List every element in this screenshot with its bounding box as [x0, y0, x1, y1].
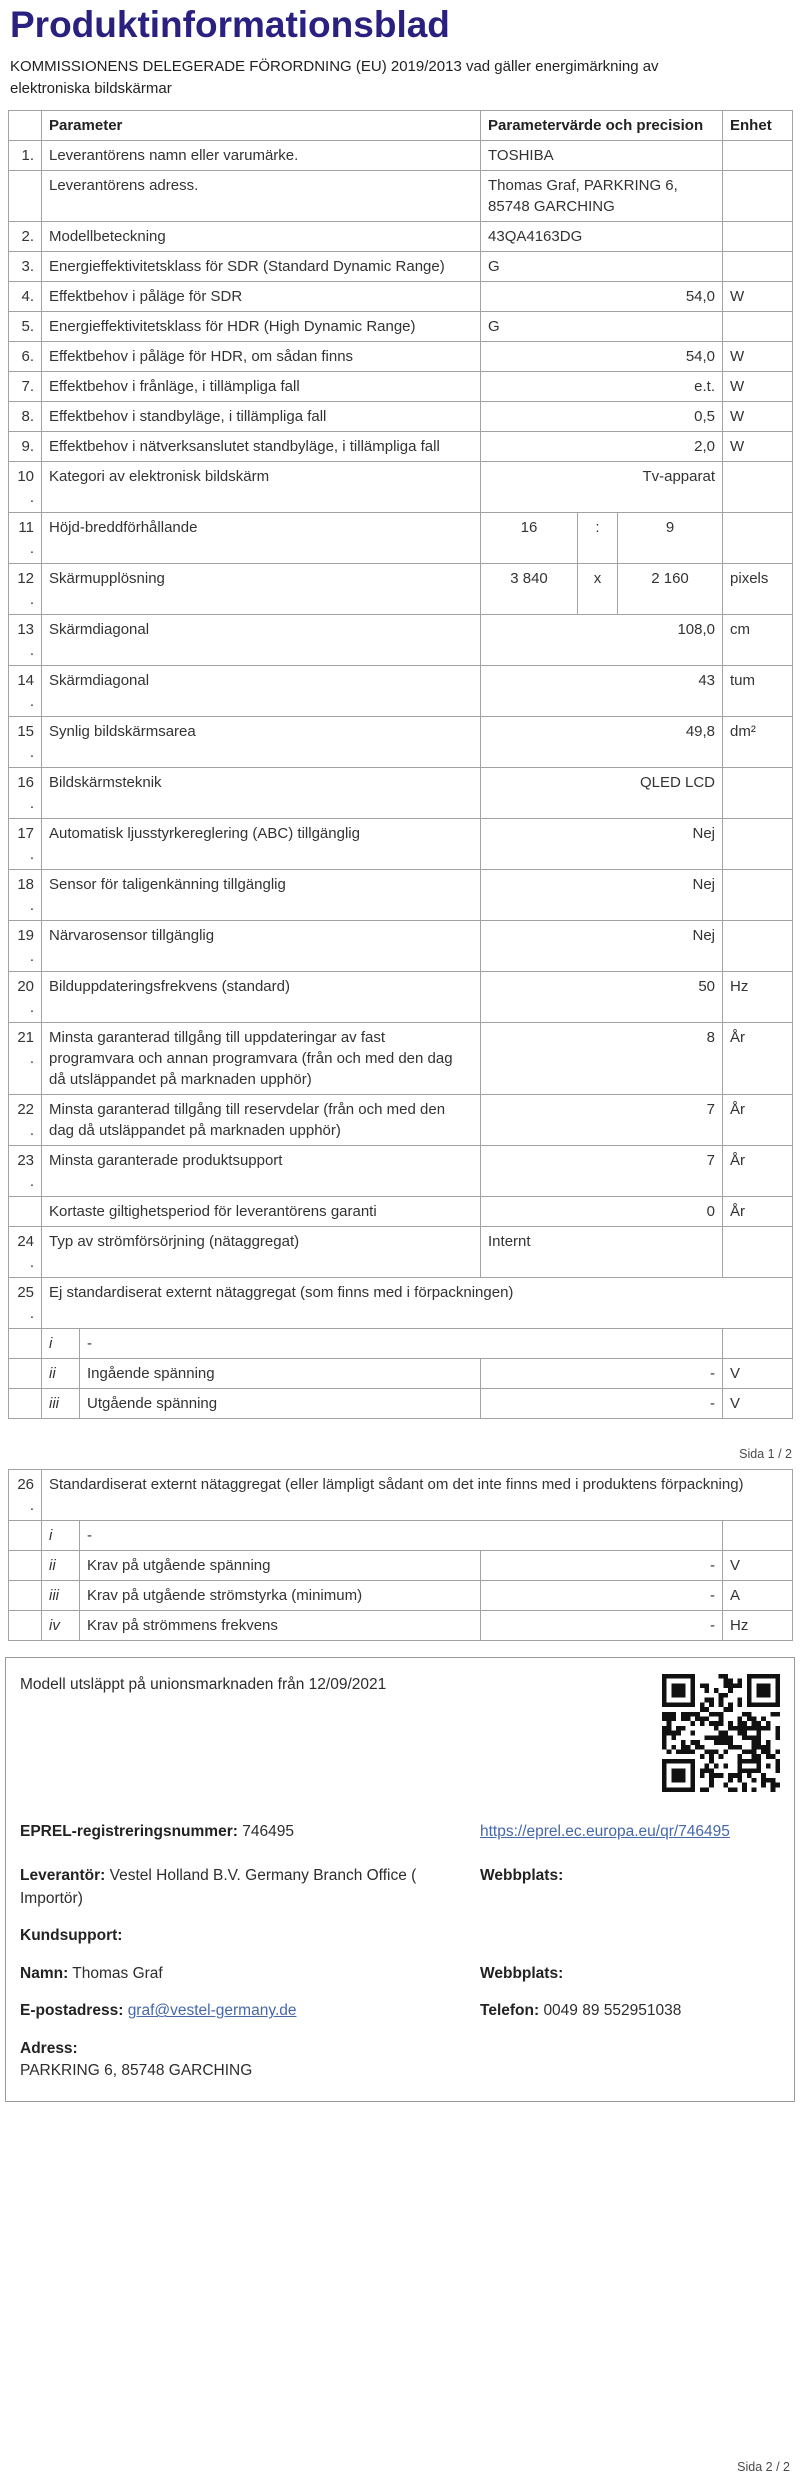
value-cell: 7: [481, 1094, 723, 1145]
roman-numeral-cell: iii: [42, 1580, 80, 1610]
unit-cell: [723, 1520, 793, 1550]
value-cell: 54,0: [481, 341, 723, 371]
parameter-cell: Effektbehov i påläge för HDR, om sådan finns: [42, 341, 481, 371]
parameter-cell: Sensor för taligenkänning tillgänglig: [42, 869, 481, 920]
table-row: [9, 512, 793, 563]
value-cell: Nej: [481, 920, 723, 971]
parameter-cell: Standardiserat externt nätaggregat (eller lämpligt sådant om det inte finns med i produktens förpackning): [42, 1469, 793, 1520]
value-cell: QLED LCD: [481, 767, 723, 818]
unit-cell: A: [723, 1580, 793, 1610]
parameter-cell: Kortaste giltighetsperiod för leverantörens garanti: [42, 1196, 481, 1226]
table-row: [9, 401, 793, 431]
value-cell: 108,0: [481, 614, 723, 665]
row-number-cell: 17.: [9, 818, 42, 869]
unit-cell: W: [723, 341, 793, 371]
value-cell: 50: [481, 971, 723, 1022]
parameter-cell: Ingående spänning: [80, 1358, 481, 1388]
row-number-cell: 10.: [9, 461, 42, 512]
market-entry-text: Modell utsläppt på unionsmarknaden från 12/09/2021: [20, 1675, 387, 1693]
table-row: [9, 140, 793, 170]
row-number-cell: 3.: [9, 251, 42, 281]
email-label: E-postadress:: [20, 2002, 124, 2020]
address-label: Adress:: [20, 2039, 78, 2057]
parameter-cell: Skärmdiagonal: [42, 665, 481, 716]
row-number-cell: 4.: [9, 281, 42, 311]
name-value: Thomas Graf: [72, 1964, 163, 1982]
table-row: [9, 1358, 793, 1388]
qr-code-icon: [662, 1779, 780, 1796]
unit-cell: [723, 221, 793, 251]
value-cell: -: [481, 1580, 723, 1610]
value-cell: Internt: [481, 1226, 723, 1277]
value-cell: 2,0: [481, 431, 723, 461]
parameter-cell: Minsta garanterade produktsupport: [42, 1145, 481, 1196]
row-number-cell: 1.: [9, 140, 42, 170]
value-cell: TOSHIBA: [481, 140, 723, 170]
table-row: [9, 170, 793, 221]
row-number-cell: 2.: [9, 221, 42, 251]
value-cell: 0: [481, 1196, 723, 1226]
row-number-cell: 5.: [9, 311, 42, 341]
table-row: [9, 461, 793, 512]
address-value: PARKRING 6, 85748 GARCHING: [20, 2062, 253, 2080]
row-number-cell: 15.: [9, 716, 42, 767]
parameter-cell: -: [80, 1520, 723, 1550]
unit-cell: [723, 920, 793, 971]
table-row: [9, 221, 793, 251]
value-cell: -: [481, 1550, 723, 1580]
unit-cell: [723, 767, 793, 818]
row-number-cell: 21.: [9, 1022, 42, 1094]
value-cell: 43: [481, 665, 723, 716]
parameter-cell: Skärmupplösning: [42, 563, 481, 614]
parameter-cell: Utgående spänning: [80, 1388, 481, 1418]
name-label: Namn:: [20, 1964, 69, 1982]
table-row: [9, 1580, 793, 1610]
unit-cell: pixels: [723, 563, 793, 614]
unit-cell: År: [723, 1022, 793, 1094]
unit-cell: [723, 869, 793, 920]
parameter-cell: Effektbehov i nätverksanslutet standbyläge, i tillämpliga fall: [42, 431, 481, 461]
parameter-cell: Krav på utgående spänning: [80, 1550, 481, 1580]
unit-cell: [723, 170, 793, 221]
unit-cell: [723, 818, 793, 869]
parameter-cell: Effektbehov i påläge för SDR: [42, 281, 481, 311]
table-row: [9, 281, 793, 311]
unit-cell: [723, 140, 793, 170]
row-number-cell: 9.: [9, 431, 42, 461]
value-cell: 9: [618, 512, 723, 563]
parameter-cell: Krav på utgående strömstyrka (minimum): [80, 1580, 481, 1610]
parameter-cell: Höjd-breddförhållande: [42, 512, 481, 563]
table-row: [9, 371, 793, 401]
parameter-cell: Bilduppdateringsfrekvens (standard): [42, 971, 481, 1022]
parameter-cell: Automatisk ljusstyrkereglering (ABC) tillgänglig: [42, 818, 481, 869]
value-separator-cell: x: [578, 563, 618, 614]
table-row: [9, 1094, 793, 1145]
table-row: [9, 767, 793, 818]
unit-cell: [723, 512, 793, 563]
table-row: [9, 431, 793, 461]
roman-numeral-cell: i: [42, 1328, 80, 1358]
unit-cell: W: [723, 281, 793, 311]
website-label: Webbplats:: [480, 1867, 564, 1885]
row-number-cell: 12.: [9, 563, 42, 614]
unit-cell: [723, 1226, 793, 1277]
value-cell: 2 160: [618, 563, 723, 614]
roman-numeral-cell: ii: [42, 1358, 80, 1388]
row-number-cell: 18.: [9, 869, 42, 920]
value-column-header: Parametervärde och precision: [481, 110, 723, 140]
unit-cell: [723, 461, 793, 512]
row-number-cell: [9, 170, 42, 221]
value-cell: 7: [481, 1145, 723, 1196]
unit-cell: W: [723, 401, 793, 431]
row-number-cell: 16.: [9, 767, 42, 818]
row-number-cell: 6.: [9, 341, 42, 371]
parameter-cell: Minsta garanterad tillgång till reservdelar (från och med den dag då utsläppandet på marknaden upphör): [42, 1094, 481, 1145]
unit-cell: Hz: [723, 971, 793, 1022]
parameter-cell: Effektbehov i standbyläge, i tillämpliga fall: [42, 401, 481, 431]
unit-cell: År: [723, 1145, 793, 1196]
table-row: [9, 920, 793, 971]
parameter-cell: Ej standardiserat externt nätaggregat (som finns med i förpackningen): [42, 1277, 793, 1328]
table-row: [9, 818, 793, 869]
parameter-cell: Kategori av elektronisk bildskärm: [42, 461, 481, 512]
roman-numeral-cell: iii: [42, 1388, 80, 1418]
email-link[interactable]: graf@vestel-germany.de: [127, 2002, 297, 2020]
table-row: [9, 869, 793, 920]
table-row: [9, 341, 793, 371]
parameter-cell: Minsta garanterad tillgång till uppdateringar av fast programvara och annan programvara (från och med den dag då utsläppandet på marknaden upphör): [42, 1022, 481, 1094]
row-number-cell: 14.: [9, 665, 42, 716]
phone-label: Telefon:: [480, 2002, 540, 2020]
unit-cell: V: [723, 1388, 793, 1418]
page-title: Produktinformationsblad: [10, 4, 450, 45]
row-number-cell: 20.: [9, 971, 42, 1022]
row-number-cell: 13.: [9, 614, 42, 665]
table-row: [9, 563, 793, 614]
table-row: [9, 665, 793, 716]
eprel-number-label: EPREL-registreringsnummer:: [20, 1822, 238, 1840]
row-number-cell: 25.: [9, 1277, 42, 1328]
value-cell: 54,0: [481, 281, 723, 311]
row-number-cell: [9, 1580, 42, 1610]
table-row: [9, 1022, 793, 1094]
row-number-cell: 11.: [9, 512, 42, 563]
parameter-cell: -: [80, 1328, 723, 1358]
registration-info-box: [5, 1657, 795, 2102]
value-cell: -: [481, 1610, 723, 1640]
table-row: [9, 1226, 793, 1277]
value-cell: e.t.: [481, 371, 723, 401]
roman-numeral-cell: i: [42, 1520, 80, 1550]
table-row: [9, 1469, 793, 1520]
value-cell: -: [481, 1388, 723, 1418]
parameter-cell: Energieffektivitetsklass för HDR (High Dynamic Range): [42, 311, 481, 341]
unit-cell: År: [723, 1094, 793, 1145]
row-number-cell: 23.: [9, 1145, 42, 1196]
supplier-label: Leverantör:: [20, 1867, 106, 1885]
parameter-cell: Bildskärmsteknik: [42, 767, 481, 818]
roman-numeral-cell: ii: [42, 1550, 80, 1580]
row-number-cell: [9, 1550, 42, 1580]
product-info-table-page2: [8, 1469, 793, 1641]
page-subtitle: KOMMISSIONENS DELEGERADE FÖRORDNING (EU) 2019/2013 vad gäller energimärkning av elektroniska bildskärmar: [10, 58, 659, 97]
row-number-cell: 7.: [9, 371, 42, 401]
value-cell: 0,5: [481, 401, 723, 431]
parameter-cell: Typ av strömförsörjning (nätaggregat): [42, 1226, 481, 1277]
parameter-cell: Effektbehov i frånläge, i tillämpliga fall: [42, 371, 481, 401]
value-cell: 49,8: [481, 716, 723, 767]
unit-cell: cm: [723, 614, 793, 665]
table-row: [9, 1610, 793, 1640]
row-number-cell: [9, 1328, 42, 1358]
supplier-value: Vestel Holland B.V. Germany Branch Office ( Importör): [20, 1867, 417, 1907]
roman-numeral-cell: iv: [42, 1610, 80, 1640]
value-cell: 43QA4163DG: [481, 221, 723, 251]
table-row: [9, 971, 793, 1022]
parameter-cell: Energieffektivitetsklass för SDR (Standard Dynamic Range): [42, 251, 481, 281]
row-number-cell: 22.: [9, 1094, 42, 1145]
number-column-header: [9, 110, 42, 140]
row-number-cell: [9, 1358, 42, 1388]
value-cell: G: [481, 311, 723, 341]
table-row: [9, 251, 793, 281]
phone-value: 0049 89 552951038: [543, 2002, 682, 2020]
row-number-cell: 24.: [9, 1226, 42, 1277]
unit-cell: V: [723, 1550, 793, 1580]
unit-cell: [723, 1328, 793, 1358]
row-number-cell: [9, 1520, 42, 1550]
table-row: [9, 1145, 793, 1196]
unit-cell: [723, 251, 793, 281]
table-row: [9, 1277, 793, 1328]
value-cell: 3 840: [481, 563, 578, 614]
row-number-cell: 8.: [9, 401, 42, 431]
unit-column-header: Enhet: [723, 110, 793, 140]
page-2-label: Sida 2 / 2: [737, 2460, 790, 2474]
table-row: [9, 1388, 793, 1418]
value-cell: 16: [481, 512, 578, 563]
value-cell: Thomas Graf, PARKRING 6, 85748 GARCHING: [481, 170, 723, 221]
value-cell: Tv-apparat: [481, 461, 723, 512]
parameter-cell: Leverantörens namn eller varumärke.: [42, 140, 481, 170]
unit-cell: dm²: [723, 716, 793, 767]
parameter-column-header: Parameter: [42, 110, 481, 140]
page-1-label: Sida 1 / 2: [739, 1446, 792, 1461]
table-row: [9, 1550, 793, 1580]
value-cell: 8: [481, 1022, 723, 1094]
table-row: [9, 1328, 793, 1358]
website-label-2: Webbplats:: [480, 1964, 564, 1982]
unit-cell: W: [723, 431, 793, 461]
unit-cell: Hz: [723, 1610, 793, 1640]
value-cell: Nej: [481, 869, 723, 920]
row-number-cell: [9, 1388, 42, 1418]
parameter-cell: Krav på strömmens frekvens: [80, 1610, 481, 1640]
unit-cell: [723, 311, 793, 341]
row-number-cell: [9, 1196, 42, 1226]
row-number-cell: 26.: [9, 1469, 42, 1520]
value-cell: G: [481, 251, 723, 281]
eprel-number-value: 746495: [242, 1822, 294, 1840]
value-cell: Nej: [481, 818, 723, 869]
parameter-cell: Synlig bildskärmsarea: [42, 716, 481, 767]
value-separator-cell: :: [578, 512, 618, 563]
table-row: [9, 614, 793, 665]
unit-cell: tum: [723, 665, 793, 716]
value-cell: -: [481, 1358, 723, 1388]
unit-cell: V: [723, 1358, 793, 1388]
parameter-cell: Närvarosensor tillgänglig: [42, 920, 481, 971]
row-number-cell: 19.: [9, 920, 42, 971]
product-info-table-page1: [8, 110, 793, 1419]
unit-cell: År: [723, 1196, 793, 1226]
eprel-registration-link[interactable]: https://eprel.ec.europa.eu/qr/746495: [480, 1822, 730, 1840]
table-row: [9, 1520, 793, 1550]
unit-cell: W: [723, 371, 793, 401]
parameter-cell: Modellbeteckning: [42, 221, 481, 251]
parameter-cell: Skärmdiagonal: [42, 614, 481, 665]
customer-support-label: Kundsupport:: [20, 1927, 123, 1945]
table-row: [9, 311, 793, 341]
table-row: [9, 1196, 793, 1226]
parameter-cell: Leverantörens adress.: [42, 170, 481, 221]
table-row: [9, 716, 793, 767]
row-number-cell: [9, 1610, 42, 1640]
table-header-row: [9, 110, 793, 140]
